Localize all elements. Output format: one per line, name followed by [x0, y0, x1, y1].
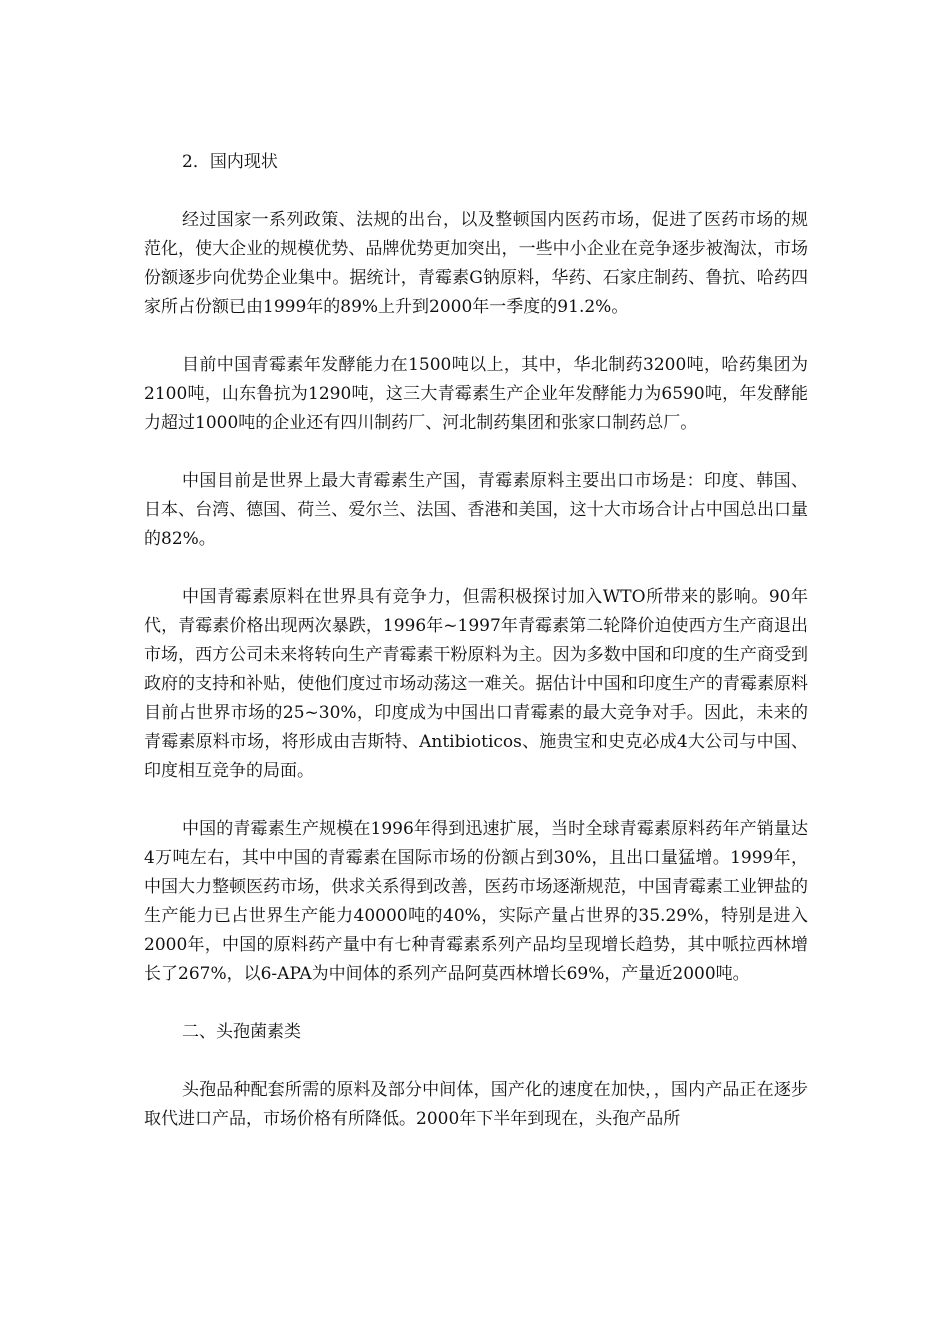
section-heading-domestic-status: 2．国内现状	[182, 152, 278, 172]
paragraph-market-concentration: 经过国家一系列政策、法规的出台，以及整顿国内医药市场，促进了医药市场的规范化，使大企业的规模优势、品牌优势更加突出，一些中小企业在竞争逐步被淘汰，市场份额逐步向优势企业集中。据统计，青霉素G钠原料，华药、石家庄制药、鲁抗、哈药四家所占份额已由1999年的89%上升到2000年一季度的91.2%。	[144, 210, 808, 317]
paragraph-wto-competition: 中国青霉素原料在世界具有竞争力，但需积极探讨加入WTO所带来的影响。90年代，青霉素价格出现两次暴跌，1996年~1997年青霉素第二轮降价迫使西方生产商退出市场，西方公司未来将转向生产青霉素干粉原料为主。因为多数中国和印度的生产商受到政府的支持和补贴，使他们度过市场动荡这一难关。据估计中国和印度生产的青霉素原料目前占世界市场的25~30%，印度成为中国出口青霉素的最大竞争对手。因此，未来的青霉素原料市场，将形成由吉斯特、Antibioticos、施贵宝和史克必成4大公司与中国、印度相互竞争的局面。	[144, 587, 808, 781]
paragraph-export-markets: 中国目前是世界上最大青霉素生产国，青霉素原料主要出口市场是：印度、韩国、日本、台湾、德国、荷兰、爱尔兰、法国、香港和美国，这十大市场合计占中国总出口量的82%。	[144, 471, 808, 549]
document-body	[144, 148, 808, 1163]
section-heading-cephalosporins: 二、头孢菌素类	[182, 1022, 301, 1042]
paragraph-cephalosporin-localization: 头孢品种配套所需的原料及部分中间体，国产化的速度在加快，，国内产品正在逐步取代进口产品，市场价格有所降低。2000年下半年到现在，头孢产品所	[144, 1080, 808, 1129]
paragraph-production-scale: 中国的青霉素生产规模在1996年得到迅速扩展，当时全球青霉素原料药年产销量达4万吨左右，其中中国的青霉素在国际市场的份额占到30%，且出口量猛增。1999年，中国大力整顿医药市场，供求关系得到改善，医药市场逐渐规范，中国青霉素工业钾盐的生产能力已占世界生产能力40000吨的40%，实际产量占世界的35.29%，特别是进入2000年，中国的原料药产量中有七种青霉素系列产品均呈现增长趋势，其中哌拉西林增长了267%，以6-APA为中间体的系列产品阿莫西林增长69%，产量近2000吨。	[144, 819, 808, 984]
paragraph-fermentation-capacity: 目前中国青霉素年发酵能力在1500吨以上，其中，华北制药3200吨，哈药集团为2100吨，山东鲁抗为1290吨，这三大青霉素生产企业年发酵能力为6590吨，年发酵能力超过1000吨的企业还有四川制药厂、河北制药集团和张家口制药总厂。	[144, 355, 808, 433]
